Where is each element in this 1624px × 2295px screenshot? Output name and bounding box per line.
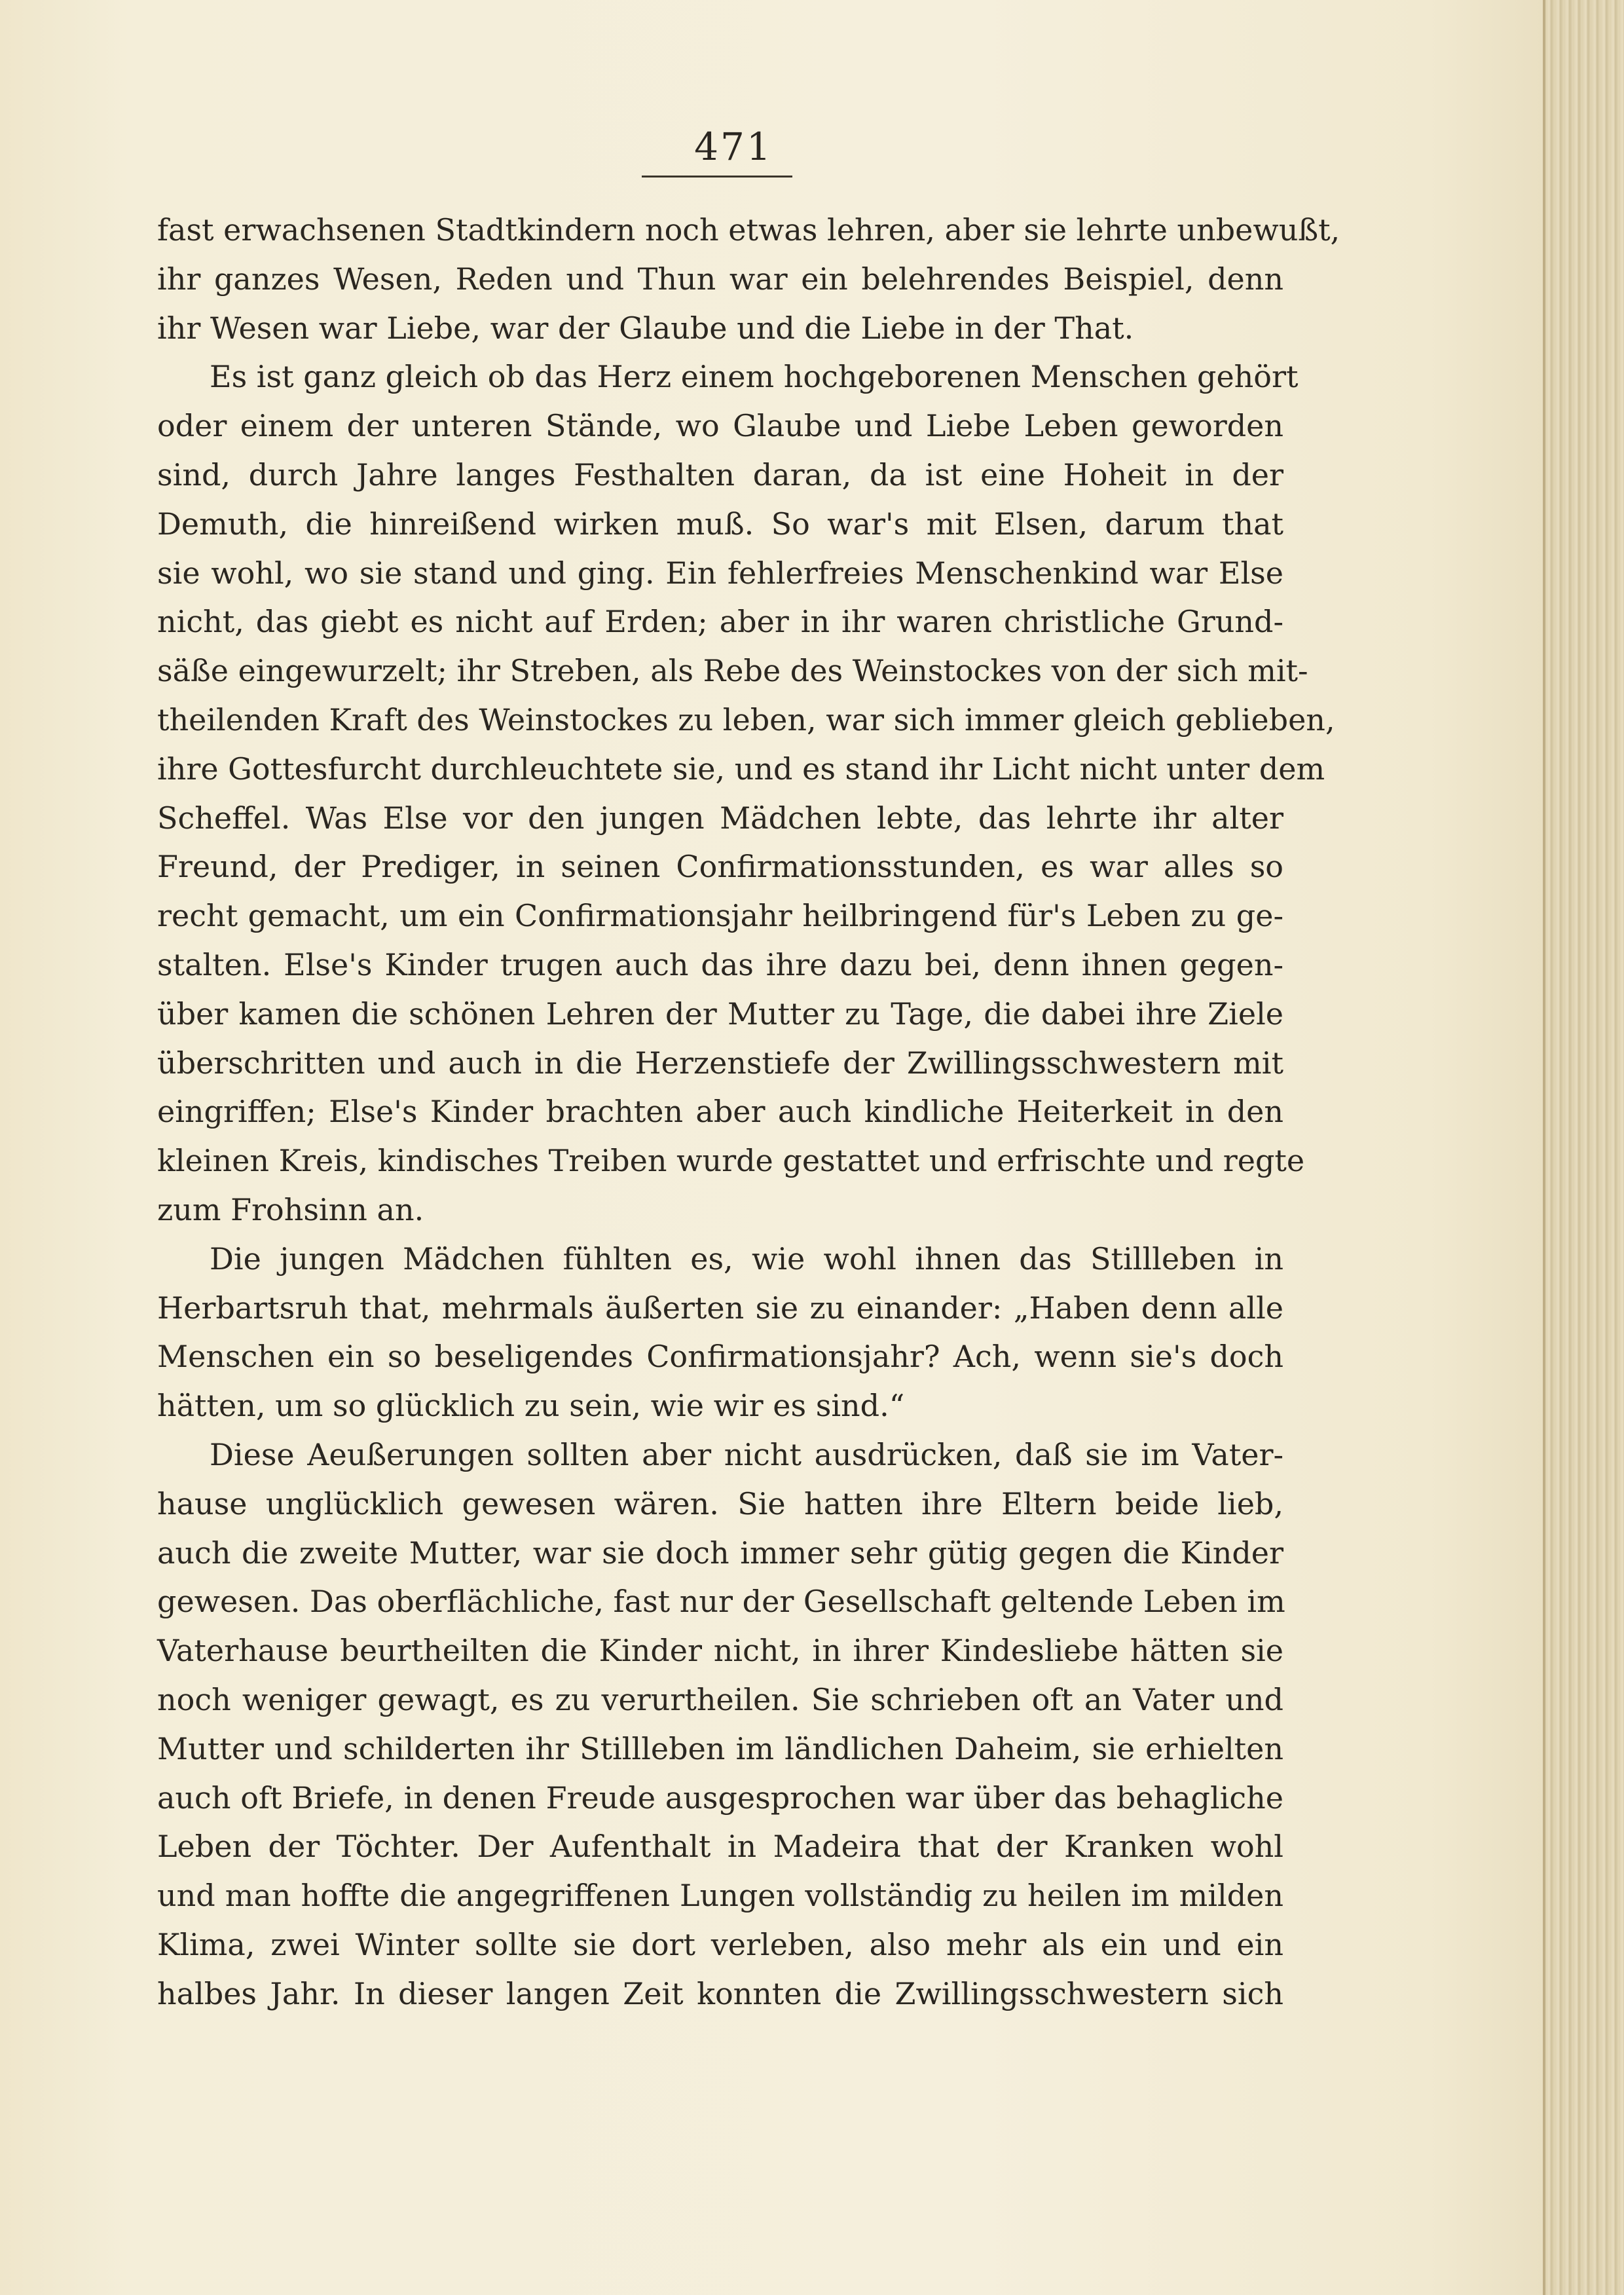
text-line: sie wohl, wo sie stand und ging. Ein fehlerfreies Menschenkind war Else xyxy=(157,555,1283,591)
text-line: und man hoffte die angegriffenen Lungen vollständig zu heilen im milden xyxy=(157,1878,1283,1914)
text-line: Freund, der Prediger, in seinen Confirmationsstunden, es war alles so xyxy=(157,849,1283,885)
text-line: ihr Wesen war Liebe, war der Glaube und die Liebe in der That. xyxy=(157,310,1134,346)
text-line: eingriffen; Else's Kinder brachten aber auch kindliche Heiterkeit in den xyxy=(157,1094,1283,1130)
text-line: Diese Aeußerungen sollten aber nicht ausdrücken, daß sie im Vater- xyxy=(210,1436,1283,1472)
text-line: über kamen die schönen Lehren der Mutter zu Tage, die dabei ihre Ziele xyxy=(157,996,1283,1032)
text-line: zum Frohsinn an. xyxy=(157,1191,424,1227)
text-line: auch die zweite Mutter, war sie doch immer sehr gütig gegen die Kinder xyxy=(157,1535,1283,1571)
text-line: oder einem der unteren Stände, wo Glaube und Liebe Leben geworden xyxy=(157,408,1283,444)
text-line: auch oft Briefe, in denen Freude ausgesprochen war über das behagliche xyxy=(157,1780,1283,1816)
text-line: halbes Jahr. In dieser langen Zeit konnten die Zwillingsschwestern sich xyxy=(157,1975,1283,2011)
text-line: säße eingewurzelt; ihr Streben, als Rebe des Weinstockes von der sich mit- xyxy=(157,653,1308,689)
text-line: Leben der Töchter. Der Aufenthalt in Madeira that der Kranken wohl xyxy=(157,1829,1283,1865)
text-line: gewesen. Das oberflächliche, fast nur der Gesellschaft geltende Leben im xyxy=(157,1584,1285,1620)
text-line: hätten, um so glücklich zu sein, wie wir es sind.“ xyxy=(157,1388,905,1424)
text-line: theilenden Kraft des Weinstockes zu leben, war sich immer gleich geblieben, xyxy=(157,701,1335,737)
text-line: Es ist ganz gleich ob das Herz einem hochgeborenen Menschen gehört xyxy=(210,359,1299,395)
text-line: nicht, das giebt es nicht auf Erden; aber in ihr waren christliche Grund- xyxy=(157,604,1283,640)
text-line: Die jungen Mädchen fühlten es, wie wohl ihnen das Stillleben in xyxy=(210,1241,1283,1277)
page-number-rule xyxy=(642,176,792,177)
text-line: fast erwachsenen Stadtkindern noch etwas lehren, aber sie lehrte unbewußt, xyxy=(157,212,1340,248)
text-line: hause unglücklich gewesen wären. Sie hatten ihre Eltern beide lieb, xyxy=(157,1485,1283,1521)
text-line: Menschen ein so beseligendes Confirmationsjahr? Ach, wenn sie's doch xyxy=(157,1339,1283,1375)
text-line: noch weniger gewagt, es zu verurtheilen. Sie schrieben oft an Vater und xyxy=(157,1681,1283,1717)
text-line: Scheffel. Was Else vor den jungen Mädchen lebte, das lehrte ihr alter xyxy=(157,800,1283,836)
text-line: Vaterhause beurtheilten die Kinder nicht, in ihrer Kindesliebe hätten sie xyxy=(157,1633,1283,1669)
text-line: überschritten und auch in die Herzenstiefe der Zwillingsschwestern mit xyxy=(157,1045,1283,1081)
page-number: 471 xyxy=(694,124,773,169)
text-line: ihre Gottesfurcht durchleuchtete sie, und es stand ihr Licht nicht unter dem xyxy=(157,751,1325,787)
text-line: recht gemacht, um ein Confirmationsjahr heilbringend für's Leben zu ge- xyxy=(157,898,1283,934)
text-line: kleinen Kreis, kindisches Treiben wurde gestattet und erfrischte und regte xyxy=(157,1143,1305,1179)
text-line: Klima, zwei Winter sollte sie dort verleben, also mehr als ein und ein xyxy=(157,1926,1283,1962)
text-line: Demuth, die hinreißend wirken muß. So war's mit Elsen, darum that xyxy=(157,506,1283,542)
text-line: Mutter und schilderten ihr Stillleben im ländlichen Daheim, sie erhielten xyxy=(157,1730,1283,1766)
text-line: Herbartsruh that, mehrmals äußerten sie zu einander: „Haben denn alle xyxy=(157,1290,1283,1326)
text-line: sind, durch Jahre langes Festhalten daran, da ist eine Hoheit in der xyxy=(157,457,1283,493)
page-edge xyxy=(1543,0,1624,2295)
body-text xyxy=(157,206,1340,2018)
text-line: ihr ganzes Wesen, Reden und Thun war ein belehrendes Beispiel, denn xyxy=(157,261,1283,297)
text-line: stalten. Else's Kinder trugen auch das ihre dazu bei, denn ihnen gegen- xyxy=(157,946,1283,982)
